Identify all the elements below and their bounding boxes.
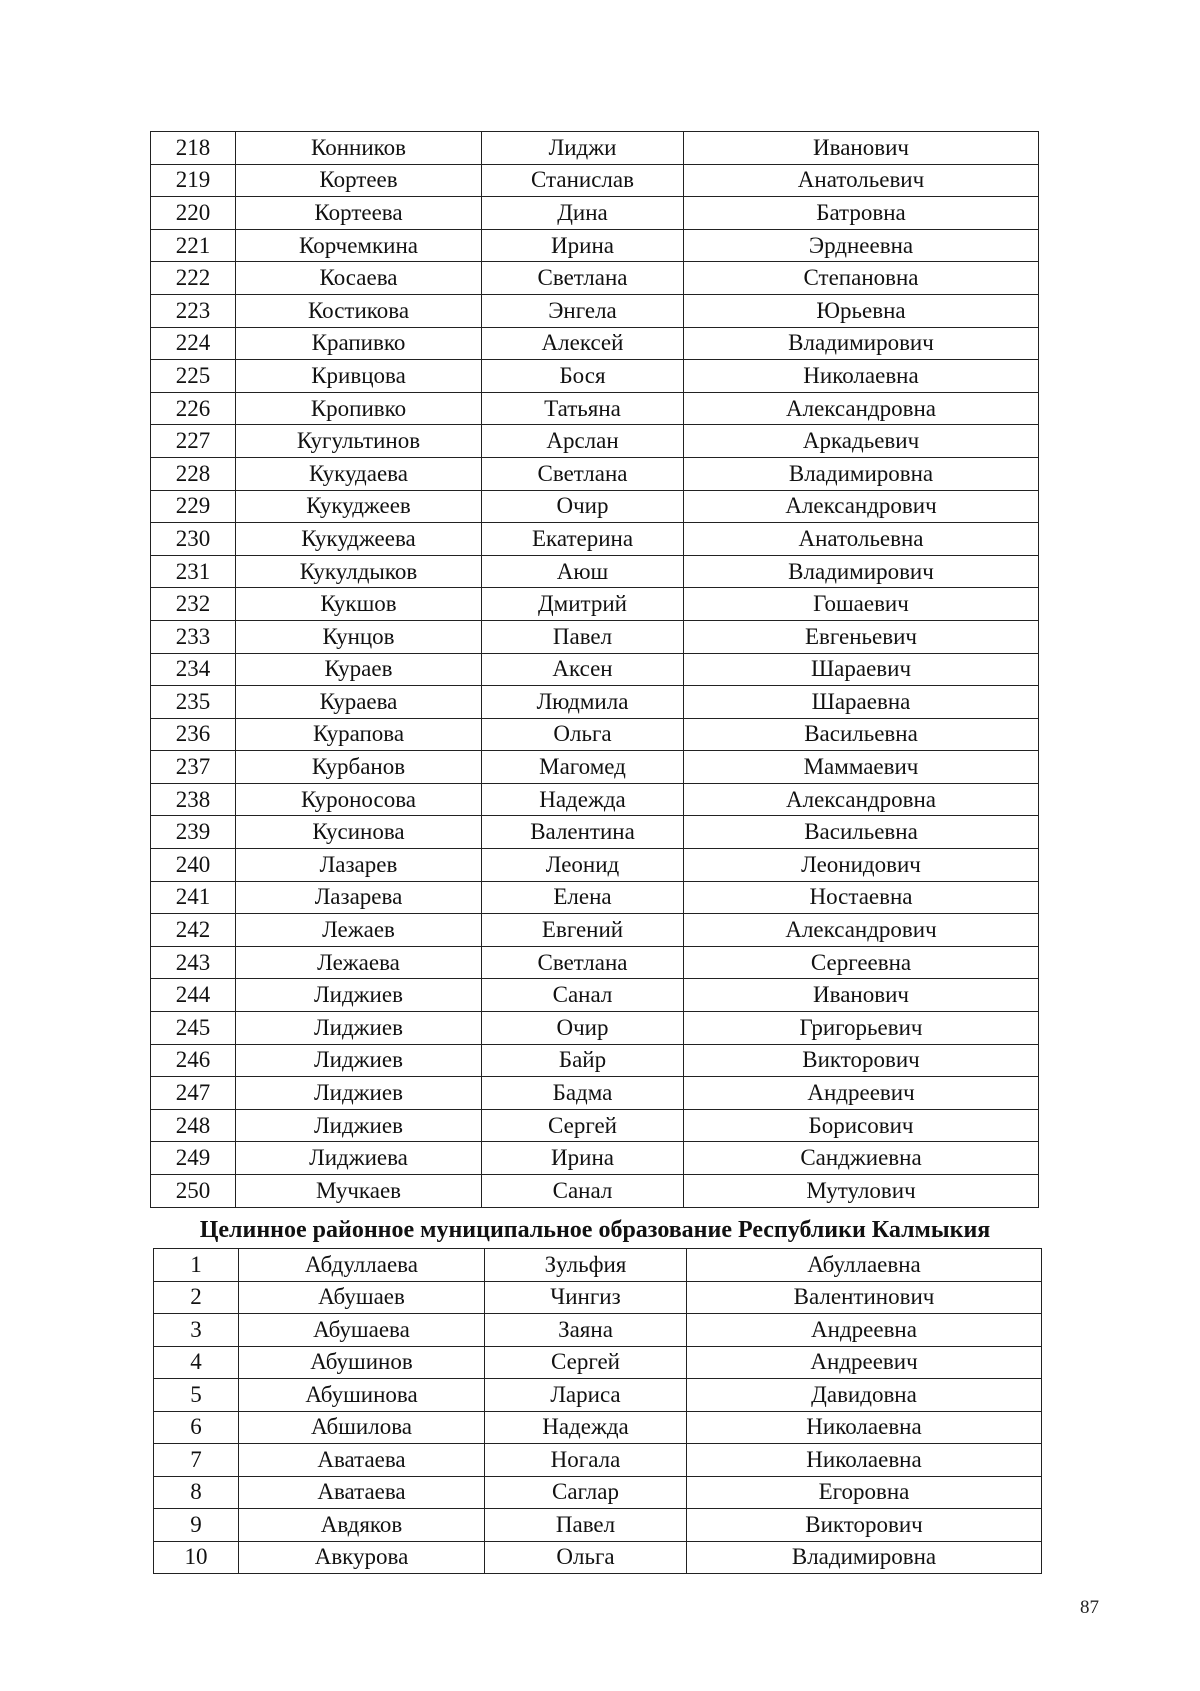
first-name-cell: Елена bbox=[482, 881, 684, 914]
row-number-cell: 249 bbox=[151, 1142, 236, 1175]
row-number-cell: 250 bbox=[151, 1175, 236, 1208]
row-number-cell: 222 bbox=[151, 262, 236, 295]
patronymic-cell: Владимировна bbox=[684, 457, 1039, 490]
table-row bbox=[151, 490, 1039, 523]
row-number-cell: 248 bbox=[151, 1109, 236, 1142]
row-number-cell: 223 bbox=[151, 294, 236, 327]
last-name-cell: Лиджиев bbox=[236, 1077, 482, 1110]
table-row bbox=[154, 1346, 1042, 1379]
patronymic-cell: Васильевна bbox=[684, 816, 1039, 849]
row-number-cell: 241 bbox=[151, 881, 236, 914]
row-number-cell: 3 bbox=[154, 1314, 239, 1347]
last-name-cell: Крапивко bbox=[236, 327, 482, 360]
first-name-cell: Татьяна bbox=[482, 392, 684, 425]
last-name-cell: Кукуджеев bbox=[236, 490, 482, 523]
row-number-cell: 235 bbox=[151, 686, 236, 719]
first-name-cell: Аюш bbox=[482, 555, 684, 588]
first-name-cell: Надежда bbox=[482, 783, 684, 816]
last-name-cell: Кураева bbox=[236, 686, 482, 719]
last-name-cell: Аватаева bbox=[239, 1444, 485, 1477]
table-row bbox=[154, 1411, 1042, 1444]
patronymic-cell: Юрьевна bbox=[684, 294, 1039, 327]
patronymic-cell: Давидовна bbox=[687, 1379, 1042, 1412]
page-number: 87 bbox=[1080, 1597, 1099, 1618]
last-name-cell: Косаева bbox=[236, 262, 482, 295]
patronymic-cell: Викторович bbox=[684, 1044, 1039, 1077]
first-name-cell: Зульфия bbox=[485, 1249, 687, 1282]
patronymic-cell: Санджиевна bbox=[684, 1142, 1039, 1175]
last-name-cell: Кугультинов bbox=[236, 425, 482, 458]
patronymic-cell: Анатольевич bbox=[684, 164, 1039, 197]
row-number-cell: 243 bbox=[151, 946, 236, 979]
table-row bbox=[151, 197, 1039, 230]
patronymic-cell: Маммаевич bbox=[684, 751, 1039, 784]
last-name-cell: Лежаева bbox=[236, 946, 482, 979]
last-name-cell: Абушинов bbox=[239, 1346, 485, 1379]
table-row bbox=[151, 555, 1039, 588]
row-number-cell: 232 bbox=[151, 588, 236, 621]
last-name-cell: Кукшов bbox=[236, 588, 482, 621]
patronymic-cell: Гошаевич bbox=[684, 588, 1039, 621]
first-name-cell: Евгений bbox=[482, 914, 684, 947]
table-row bbox=[151, 881, 1039, 914]
table-row bbox=[151, 1077, 1039, 1110]
last-name-cell: Курбанов bbox=[236, 751, 482, 784]
row-number-cell: 225 bbox=[151, 360, 236, 393]
first-name-cell: Надежда bbox=[485, 1411, 687, 1444]
row-number-cell: 218 bbox=[151, 132, 236, 165]
first-name-cell: Санал bbox=[482, 1175, 684, 1208]
patronymic-cell: Сергеевна bbox=[684, 946, 1039, 979]
patronymic-cell: Андреевич bbox=[687, 1346, 1042, 1379]
first-name-cell: Байр bbox=[482, 1044, 684, 1077]
roster-table-continued bbox=[150, 131, 1039, 1208]
patronymic-cell: Иванович bbox=[684, 132, 1039, 165]
table-row bbox=[151, 164, 1039, 197]
first-name-cell: Светлана bbox=[482, 457, 684, 490]
first-name-cell: Лариса bbox=[485, 1379, 687, 1412]
patronymic-cell: Аркадьевич bbox=[684, 425, 1039, 458]
row-number-cell: 226 bbox=[151, 392, 236, 425]
table-row bbox=[151, 914, 1039, 947]
table-row bbox=[151, 718, 1039, 751]
table-row bbox=[151, 425, 1039, 458]
patronymic-cell: Евгеньевич bbox=[684, 620, 1039, 653]
table-row bbox=[154, 1541, 1042, 1574]
first-name-cell: Чингиз bbox=[485, 1281, 687, 1314]
last-name-cell: Абшилова bbox=[239, 1411, 485, 1444]
first-name-cell: Павел bbox=[485, 1509, 687, 1542]
roster-table-tselinnoe bbox=[153, 1248, 1042, 1574]
row-number-cell: 245 bbox=[151, 1012, 236, 1045]
patronymic-cell: Владимирович bbox=[684, 327, 1039, 360]
row-number-cell: 231 bbox=[151, 555, 236, 588]
last-name-cell: Лежаев bbox=[236, 914, 482, 947]
first-name-cell: Энгела bbox=[482, 294, 684, 327]
table-row bbox=[154, 1314, 1042, 1347]
first-name-cell: Леонид bbox=[482, 849, 684, 882]
table-row bbox=[151, 294, 1039, 327]
first-name-cell: Павел bbox=[482, 620, 684, 653]
patronymic-cell: Эрднеевна bbox=[684, 229, 1039, 262]
row-number-cell: 6 bbox=[154, 1411, 239, 1444]
patronymic-cell: Борисович bbox=[684, 1109, 1039, 1142]
first-name-cell: Екатерина bbox=[482, 523, 684, 556]
table-row bbox=[154, 1379, 1042, 1412]
patronymic-cell: Батровна bbox=[684, 197, 1039, 230]
first-name-cell: Сергей bbox=[482, 1109, 684, 1142]
last-name-cell: Костикова bbox=[236, 294, 482, 327]
first-name-cell: Лиджи bbox=[482, 132, 684, 165]
patronymic-cell: Андреевна bbox=[687, 1314, 1042, 1347]
last-name-cell: Кусинова bbox=[236, 816, 482, 849]
table-row bbox=[151, 1044, 1039, 1077]
first-name-cell: Заяна bbox=[485, 1314, 687, 1347]
first-name-cell: Ногала bbox=[485, 1444, 687, 1477]
patronymic-cell: Николаевна bbox=[687, 1444, 1042, 1477]
first-name-cell: Светлана bbox=[482, 262, 684, 295]
row-number-cell: 220 bbox=[151, 197, 236, 230]
last-name-cell: Абушаев bbox=[239, 1281, 485, 1314]
row-number-cell: 234 bbox=[151, 653, 236, 686]
row-number-cell: 239 bbox=[151, 816, 236, 849]
row-number-cell: 242 bbox=[151, 914, 236, 947]
first-name-cell: Людмила bbox=[482, 686, 684, 719]
row-number-cell: 247 bbox=[151, 1077, 236, 1110]
last-name-cell: Лиджиев bbox=[236, 979, 482, 1012]
last-name-cell: Мучкаев bbox=[236, 1175, 482, 1208]
first-name-cell: Ирина bbox=[482, 1142, 684, 1175]
table-row bbox=[151, 327, 1039, 360]
table-row bbox=[151, 523, 1039, 556]
last-name-cell: Кортеева bbox=[236, 197, 482, 230]
table-row bbox=[154, 1509, 1042, 1542]
row-number-cell: 230 bbox=[151, 523, 236, 556]
last-name-cell: Курапова bbox=[236, 718, 482, 751]
table-row bbox=[151, 392, 1039, 425]
first-name-cell: Ирина bbox=[482, 229, 684, 262]
row-number-cell: 240 bbox=[151, 849, 236, 882]
last-name-cell: Кунцов bbox=[236, 620, 482, 653]
last-name-cell: Кукулдыков bbox=[236, 555, 482, 588]
patronymic-cell: Леонидович bbox=[684, 849, 1039, 882]
last-name-cell: Абушаева bbox=[239, 1314, 485, 1347]
first-name-cell: Аксен bbox=[482, 653, 684, 686]
last-name-cell: Лазарева bbox=[236, 881, 482, 914]
row-number-cell: 233 bbox=[151, 620, 236, 653]
table-row bbox=[151, 816, 1039, 849]
section-title: Целинное районное муниципальное образование Республики Калмыкия bbox=[199, 1217, 991, 1243]
last-name-cell: Куроносова bbox=[236, 783, 482, 816]
last-name-cell: Кривцова bbox=[236, 360, 482, 393]
row-number-cell: 224 bbox=[151, 327, 236, 360]
patronymic-cell: Абуллаевна bbox=[687, 1249, 1042, 1282]
patronymic-cell: Владимировна bbox=[687, 1541, 1042, 1574]
last-name-cell: Лиджиев bbox=[236, 1109, 482, 1142]
first-name-cell: Арслан bbox=[482, 425, 684, 458]
last-name-cell: Кортеев bbox=[236, 164, 482, 197]
last-name-cell: Кукуджеева bbox=[236, 523, 482, 556]
patronymic-cell: Григорьевич bbox=[684, 1012, 1039, 1045]
row-number-cell: 227 bbox=[151, 425, 236, 458]
patronymic-cell: Васильевна bbox=[684, 718, 1039, 751]
table-row bbox=[151, 132, 1039, 165]
first-name-cell: Бося bbox=[482, 360, 684, 393]
table-row bbox=[151, 1142, 1039, 1175]
patronymic-cell: Андреевич bbox=[684, 1077, 1039, 1110]
first-name-cell: Валентина bbox=[482, 816, 684, 849]
row-number-cell: 1 bbox=[154, 1249, 239, 1282]
row-number-cell: 246 bbox=[151, 1044, 236, 1077]
table-row bbox=[151, 946, 1039, 979]
row-number-cell: 10 bbox=[154, 1541, 239, 1574]
row-number-cell: 238 bbox=[151, 783, 236, 816]
first-name-cell: Саглар bbox=[485, 1476, 687, 1509]
table-row bbox=[154, 1281, 1042, 1314]
patronymic-cell: Егоровна bbox=[687, 1476, 1042, 1509]
first-name-cell: Очир bbox=[482, 490, 684, 523]
last-name-cell: Лиджиев bbox=[236, 1012, 482, 1045]
patronymic-cell: Викторович bbox=[687, 1509, 1042, 1542]
last-name-cell: Кураев bbox=[236, 653, 482, 686]
table-row bbox=[151, 620, 1039, 653]
table-row bbox=[151, 229, 1039, 262]
row-number-cell: 219 bbox=[151, 164, 236, 197]
first-name-cell: Станислав bbox=[482, 164, 684, 197]
table-row bbox=[151, 1109, 1039, 1142]
table-row bbox=[151, 588, 1039, 621]
row-number-cell: 229 bbox=[151, 490, 236, 523]
patronymic-cell: Николаевна bbox=[684, 360, 1039, 393]
patronymic-cell: Александровна bbox=[684, 392, 1039, 425]
patronymic-cell: Ностаевна bbox=[684, 881, 1039, 914]
first-name-cell: Ольга bbox=[485, 1541, 687, 1574]
row-number-cell: 2 bbox=[154, 1281, 239, 1314]
last-name-cell: Кукудаева bbox=[236, 457, 482, 490]
patronymic-cell: Валентинович bbox=[687, 1281, 1042, 1314]
table-row bbox=[151, 686, 1039, 719]
table-row bbox=[151, 849, 1039, 882]
patronymic-cell: Шараевна bbox=[684, 686, 1039, 719]
patronymic-cell: Мутулович bbox=[684, 1175, 1039, 1208]
row-number-cell: 221 bbox=[151, 229, 236, 262]
patronymic-cell: Александрович bbox=[684, 490, 1039, 523]
last-name-cell: Лиджиева bbox=[236, 1142, 482, 1175]
first-name-cell: Светлана bbox=[482, 946, 684, 979]
table-row bbox=[151, 979, 1039, 1012]
last-name-cell: Абдуллаева bbox=[239, 1249, 485, 1282]
last-name-cell: Авдяков bbox=[239, 1509, 485, 1542]
patronymic-cell: Иванович bbox=[684, 979, 1039, 1012]
last-name-cell: Кропивко bbox=[236, 392, 482, 425]
table-row bbox=[154, 1249, 1042, 1282]
table-row bbox=[151, 1012, 1039, 1045]
row-number-cell: 9 bbox=[154, 1509, 239, 1542]
table-row bbox=[151, 653, 1039, 686]
table-row bbox=[151, 262, 1039, 295]
last-name-cell: Лазарев bbox=[236, 849, 482, 882]
last-name-cell: Корчемкина bbox=[236, 229, 482, 262]
patronymic-cell: Александровна bbox=[684, 783, 1039, 816]
table-row bbox=[154, 1476, 1042, 1509]
table-row bbox=[151, 783, 1039, 816]
patronymic-cell: Александрович bbox=[684, 914, 1039, 947]
first-name-cell: Бадма bbox=[482, 1077, 684, 1110]
table-row bbox=[151, 1175, 1039, 1208]
first-name-cell: Дмитрий bbox=[482, 588, 684, 621]
row-number-cell: 236 bbox=[151, 718, 236, 751]
first-name-cell: Алексей bbox=[482, 327, 684, 360]
last-name-cell: Абушинова bbox=[239, 1379, 485, 1412]
table-row bbox=[154, 1444, 1042, 1477]
row-number-cell: 237 bbox=[151, 751, 236, 784]
table-row bbox=[151, 457, 1039, 490]
last-name-cell: Аватаева bbox=[239, 1476, 485, 1509]
last-name-cell: Конников bbox=[236, 132, 482, 165]
table-row bbox=[151, 751, 1039, 784]
patronymic-cell: Степановна bbox=[684, 262, 1039, 295]
first-name-cell: Ольга bbox=[482, 718, 684, 751]
first-name-cell: Очир bbox=[482, 1012, 684, 1045]
first-name-cell: Дина bbox=[482, 197, 684, 230]
first-name-cell: Магомед bbox=[482, 751, 684, 784]
patronymic-cell: Владимирович bbox=[684, 555, 1039, 588]
patronymic-cell: Николаевна bbox=[687, 1411, 1042, 1444]
last-name-cell: Лиджиев bbox=[236, 1044, 482, 1077]
row-number-cell: 5 bbox=[154, 1379, 239, 1412]
row-number-cell: 228 bbox=[151, 457, 236, 490]
patronymic-cell: Анатольевна bbox=[684, 523, 1039, 556]
first-name-cell: Санал bbox=[482, 979, 684, 1012]
first-name-cell: Сергей bbox=[485, 1346, 687, 1379]
patronymic-cell: Шараевич bbox=[684, 653, 1039, 686]
row-number-cell: 244 bbox=[151, 979, 236, 1012]
row-number-cell: 7 bbox=[154, 1444, 239, 1477]
last-name-cell: Авкурова bbox=[239, 1541, 485, 1574]
row-number-cell: 4 bbox=[154, 1346, 239, 1379]
row-number-cell: 8 bbox=[154, 1476, 239, 1509]
table-row bbox=[151, 360, 1039, 393]
